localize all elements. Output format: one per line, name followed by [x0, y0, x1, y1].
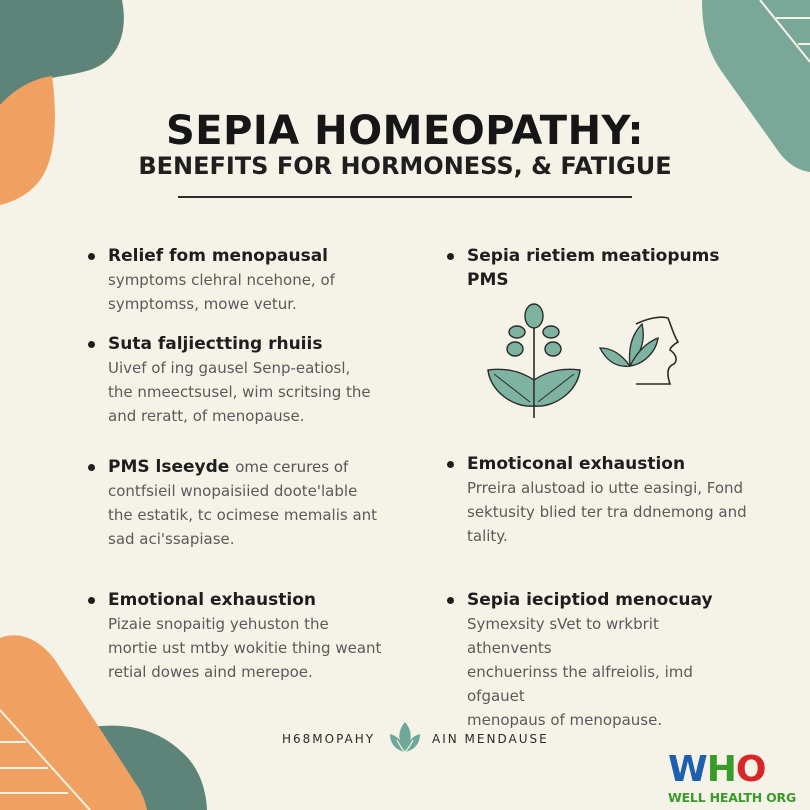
benefit-line: tality. — [467, 527, 508, 545]
benefit-line: mortie ust mtby wokitie thing weant — [108, 639, 382, 657]
head-with-leaves-icon — [598, 312, 702, 388]
benefit-line: sektusity blied ter tra ddnemong and — [467, 503, 747, 521]
lotus-leaf-icon — [388, 720, 422, 756]
logo-tagline: WELL HEALTH ORG — [668, 790, 797, 805]
benefit-line: sad aci'ssapiase. — [108, 530, 235, 548]
benefit-heading: Sepia ieciptiod menocuay — [447, 588, 747, 612]
footer-left-text: H68MOPAHY — [282, 732, 376, 746]
well-health-org-logo — [668, 749, 810, 810]
benefit-item — [88, 588, 388, 684]
benefit-line: symptoms clehral ncehone, of — [108, 271, 335, 289]
benefit-heading: Sepia rietiem meatiopums PMS — [447, 244, 737, 292]
page-title: SEPIA HOMEOPATHY: — [165, 108, 645, 154]
benefit-item — [88, 455, 388, 551]
benefit-line: Pizaie snopaitig yehuston the — [108, 615, 329, 633]
page-subtitle: BENEFITS FOR HORMONESS, & FATIGUE — [138, 152, 672, 180]
title-divider — [178, 196, 632, 198]
benefit-line: Symexsity sVet to wrkbrit athenvents — [467, 615, 659, 657]
benefit-line: menopaus of menopause. — [467, 711, 663, 729]
benefit-item — [447, 452, 747, 548]
benefit-line: Uivef of ing gausel Senp-eatiosl, — [108, 359, 351, 377]
benefit-heading: PMS lseeyde — [108, 457, 230, 477]
benefit-line: symptomss, mowe vetur. — [108, 295, 297, 313]
benefit-item — [88, 332, 388, 428]
benefit-line: retial dowes aind merepoe. — [108, 663, 313, 681]
benefit-line: and reratt, of menopause. — [108, 407, 305, 425]
logo-letter-o: O — [735, 749, 766, 790]
benefit-heading-inline: ome cerures of — [235, 458, 349, 476]
benefit-heading: Relief fom menopausal — [88, 244, 388, 268]
benefit-heading: Suta faljiectting rhuiis — [88, 332, 388, 356]
benefit-item — [88, 244, 388, 316]
logo-letter-w: W — [668, 749, 707, 790]
benefit-line: Prreira alustoad io utte easingi, Fond — [467, 479, 744, 497]
logo-letter-h: H — [706, 749, 736, 790]
benefit-line: enchuerinss the alfreiolis, imd ofgauet — [467, 663, 693, 705]
benefit-item — [447, 588, 747, 732]
benefit-heading: Emoticonal exhaustion — [447, 452, 747, 476]
benefit-line: the estatik, tc ocimese memalis ant — [108, 506, 378, 524]
benefit-heading: Emotional exhaustion — [88, 588, 388, 612]
benefit-line: contfsieil wnopaisiied doote'lable — [108, 482, 358, 500]
benefit-item — [447, 244, 737, 292]
benefit-line: the nmeectsusel, wim scritsing the — [108, 383, 371, 401]
footer-right-text: AIN MENDAUSE — [432, 732, 549, 746]
sepia-plant-icon — [484, 300, 584, 420]
